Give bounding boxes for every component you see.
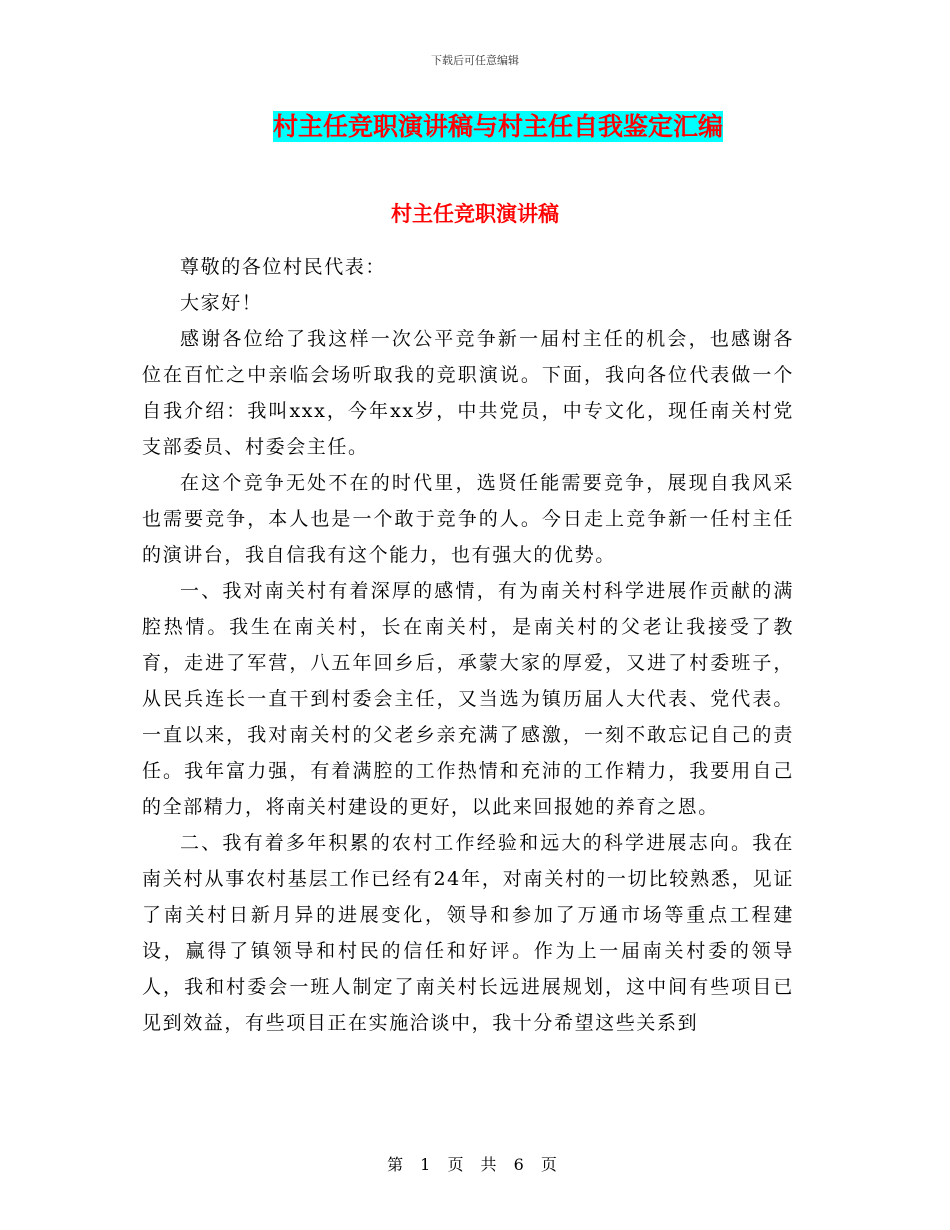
document-title-text: 村主任竞职演讲稿与村主任自我鉴定汇编 <box>272 112 723 141</box>
paragraph-introduction: 感谢各位给了我这样一次公平竞争新一届村主任的机会，也感谢各位在百忙之中亲临会场听取我的竞职演说。下面，我向各位代表做一个自我介绍：我叫xxx，今年xx岁，中共党员，中专文化，现任南关村党支部委员、村委会主任。 <box>142 328 794 458</box>
header-note: 下载后可任意编辑 <box>431 54 519 67</box>
paragraph-competition: 在这个竞争无处不在的时代里，选贤任能需要竞争，展现自我风采也需要竞争，本人也是一个敢于竞争的人。今日走上竞争新一任村主任的演讲台，我自信我有这个能力，也有强大的优势。 <box>142 472 794 566</box>
section-title: 村主任竞职演讲稿 <box>391 202 559 226</box>
paragraph-point-one: 一、我对南关村有着深厚的感情，有为南关村科学进展作贡献的满腔热情。我生在南关村，长在南关村，是南关村的父老让我接受了教育，走进了军营，八五年回乡后，承蒙大家的厚爱，又进了村委班子，从民兵连长一直干到村委会主任，又当选为镇历届人大代表、党代表。一直以来，我对南关村的父老乡亲充满了感激，一刻不敢忘记自己的责任。我年富力强，有着满腔的工作热情和充沛的工作精力，我要用自己的全部精力，将南关村建设的更好，以此来回报她的养育之恩。 <box>142 580 794 818</box>
paragraph-point-two: 二、我有着多年积累的农村工作经验和远大的科学进展志向。我在南关村从事农村基层工作已经有24年，对南关村的一切比较熟悉，见证了南关村日新月异的进展变化，领导和参加了万通市场等重点工程建设，赢得了镇领导和村民的信任和好评。作为上一届南关村委的领导人，我和村委会一班人制定了南关村长远进展规划，这中间有些项目已见到效益，有些项目正在实施洽谈中，我十分希望这些关系到 <box>142 832 794 1034</box>
paragraph-greeting: 大家好！ <box>180 292 263 314</box>
page-number: 第 1 页 共 6 页 <box>387 1155 563 1174</box>
document-body <box>142 249 794 1041</box>
paragraph-salutation: 尊敬的各位村民代表： <box>180 256 387 278</box>
document-title <box>0 110 950 144</box>
